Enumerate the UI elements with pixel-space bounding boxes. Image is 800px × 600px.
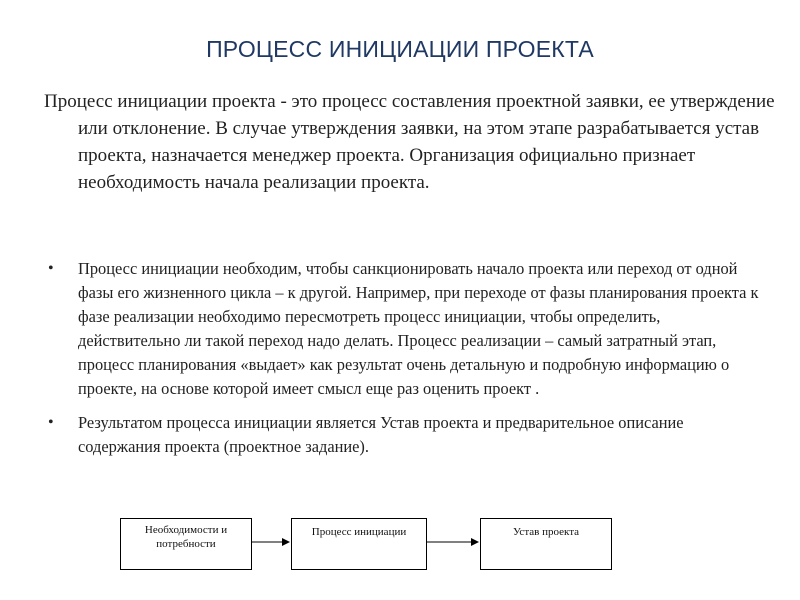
bullet-list — [44, 257, 764, 459]
bullet-icon: • — [48, 260, 54, 277]
diagram-box-initiation: Процесс инициации — [291, 518, 427, 570]
diagram-box-needs: Необходимости и потребности — [120, 518, 252, 570]
bullet-item-necessity — [44, 257, 764, 401]
bullet-icon: • — [48, 414, 54, 431]
intro-paragraph: Процесс инициации проекта - это процесс составления проектной заявки, ее утверждение или отклонение. В случае утверждения заявки, на этом этапе разрабатывается устав проекта, назначается менеджер проекта. Организация официально признает необходимость начала реализации проекта. — [44, 91, 775, 193]
diagram-box-charter: Устав проекта — [480, 518, 612, 570]
bullet-text: Результатом процесса инициации является Устав проекта и предварительное описание содержания проекта (проектное задание). — [78, 413, 684, 456]
slide-title: ПРОЦЕСС ИНИЦИАЦИИ ПРОЕКТА — [206, 36, 594, 62]
bullet-text: Процесс инициации необходим, чтобы санкционировать начало проекта или переход от одной фазы его жизненного цикла – к другой. Например, при переходе от фазы планирования проекта к фазе реализации необходимо пересмотреть процесс инициации, чтобы определить, действительно ли такой переход надо делать. Процесс реализации – самый затратный этап, процесс планирования «выдает» как результат очень детальную и подробную информацию о проекте, на основе которой имеет смысл еще раз оценить проект . — [78, 259, 759, 398]
bullet-item-result — [44, 411, 764, 459]
